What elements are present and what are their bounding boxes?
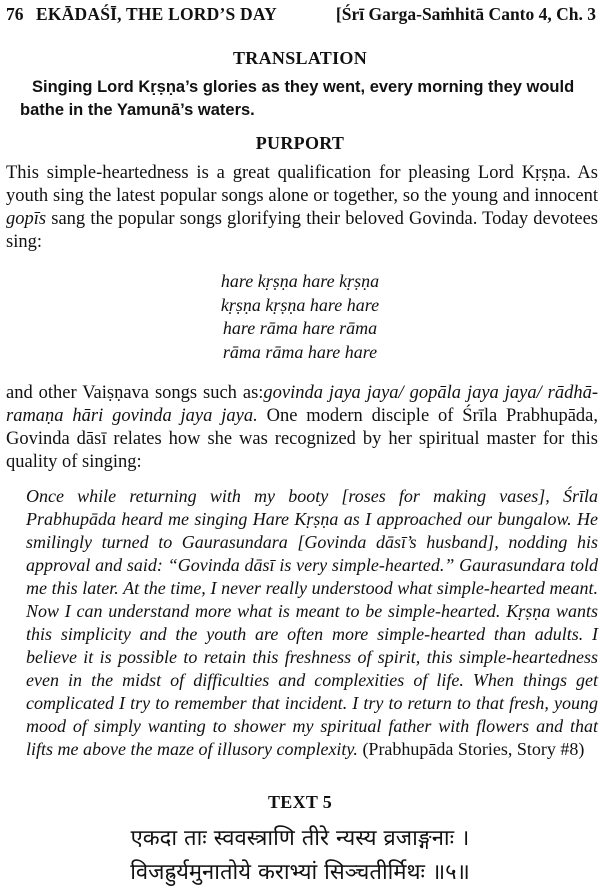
paragraph-1-text-b: sang the popular songs glorifying their beloved Govinda. Today devotees sing: — [6, 209, 598, 252]
running-title: EKĀDAŚĪ, THE LORD’S DAY — [36, 4, 277, 24]
canto-reference: [Śrī Garga-Saṁhitā Canto 4, Ch. 3 — [335, 4, 596, 24]
paragraph-2-text-a: and other Vaiṣṇava songs such as: — [6, 383, 264, 403]
purport-paragraph-1 — [6, 162, 598, 254]
purport-paragraph-2 — [6, 382, 598, 474]
purport-heading: PURPORT — [255, 133, 345, 153]
sanskrit-line-2: विजह्रुर्यमुनातोये कराभ्यां सिञ्चतीर्मिथः ॥५॥ — [130, 860, 470, 885]
quote-citation: (Prabhupāda Stories, Story #8) — [362, 739, 585, 759]
translation-heading: TRANSLATION — [233, 48, 367, 68]
mantra-line-4: rāma rāma hare hare — [222, 341, 378, 362]
mantra-line-1: hare kṛṣṇa hare kṛṣṇa — [220, 271, 380, 291]
quote-text: Once while returning with my booty [roses for making vases], Śrīla Prabhupāda heard me singing Hare Kṛṣṇa as I approached our bungalow. He smilingly turned to Gaurasundara [Govinda dāsī’s husband], nodding his approval and said: “Govinda dāsī is very simple-hearted.” Gaurasundara told me this later. At the time, I never really understood what simple-hearted meant. Now I can understand more what is meant to be simple-hearted. Kṛṣṇa wants this simplicity and the youth are often more simple-hearted than adults. I believe it is possible to retain this freshness of spirit, this simple-heartedness even in the midst of difficulties and complexities of life. When things get complicated I try to remember that incident. I try to return to that fresh, young mood of simply wanting to shower my spiritual father with flowers and that lifts me above the maze of illusory complexity. — [26, 486, 598, 759]
paragraph-1-text-a: This simple-heartedness is a great qualification for pleasing Lord Kṛṣṇa. As youth sing the latest popular songs alone or together, so the young and innocent — [6, 163, 598, 206]
page-number: 76 — [6, 4, 24, 24]
paragraph-2-text-b: One modern disciple of Śrīla Prabhupāda, Govinda dāsī relates how she was recognized by her spiritual master for this quality of singing: — [6, 406, 599, 472]
gopis-term: gopīs — [6, 209, 47, 229]
song-title: govinda jaya jaya/ gopāla jaya jaya/ rādhā-ramaṇa hāri govinda jaya jaya. — [6, 383, 598, 426]
mantra-line-3: hare rāma hare rāma — [222, 318, 378, 338]
sanskrit-line-1: एकदा ताः स्ववस्त्राणि तीरे न्यस्य व्रजाङ्गनाः । — [130, 826, 470, 851]
translation-text: Singing Lord Kṛṣṇa’s glories as they went, every morning they would bathe in the Yamunā’s waters. — [20, 78, 575, 119]
mantra-line-2: kṛṣṇa kṛṣṇa hare hare — [220, 294, 380, 315]
text-5-heading: TEXT 5 — [268, 792, 332, 812]
running-header — [6, 4, 596, 30]
mahamantra-verse — [0, 270, 600, 364]
block-quote — [26, 485, 598, 761]
